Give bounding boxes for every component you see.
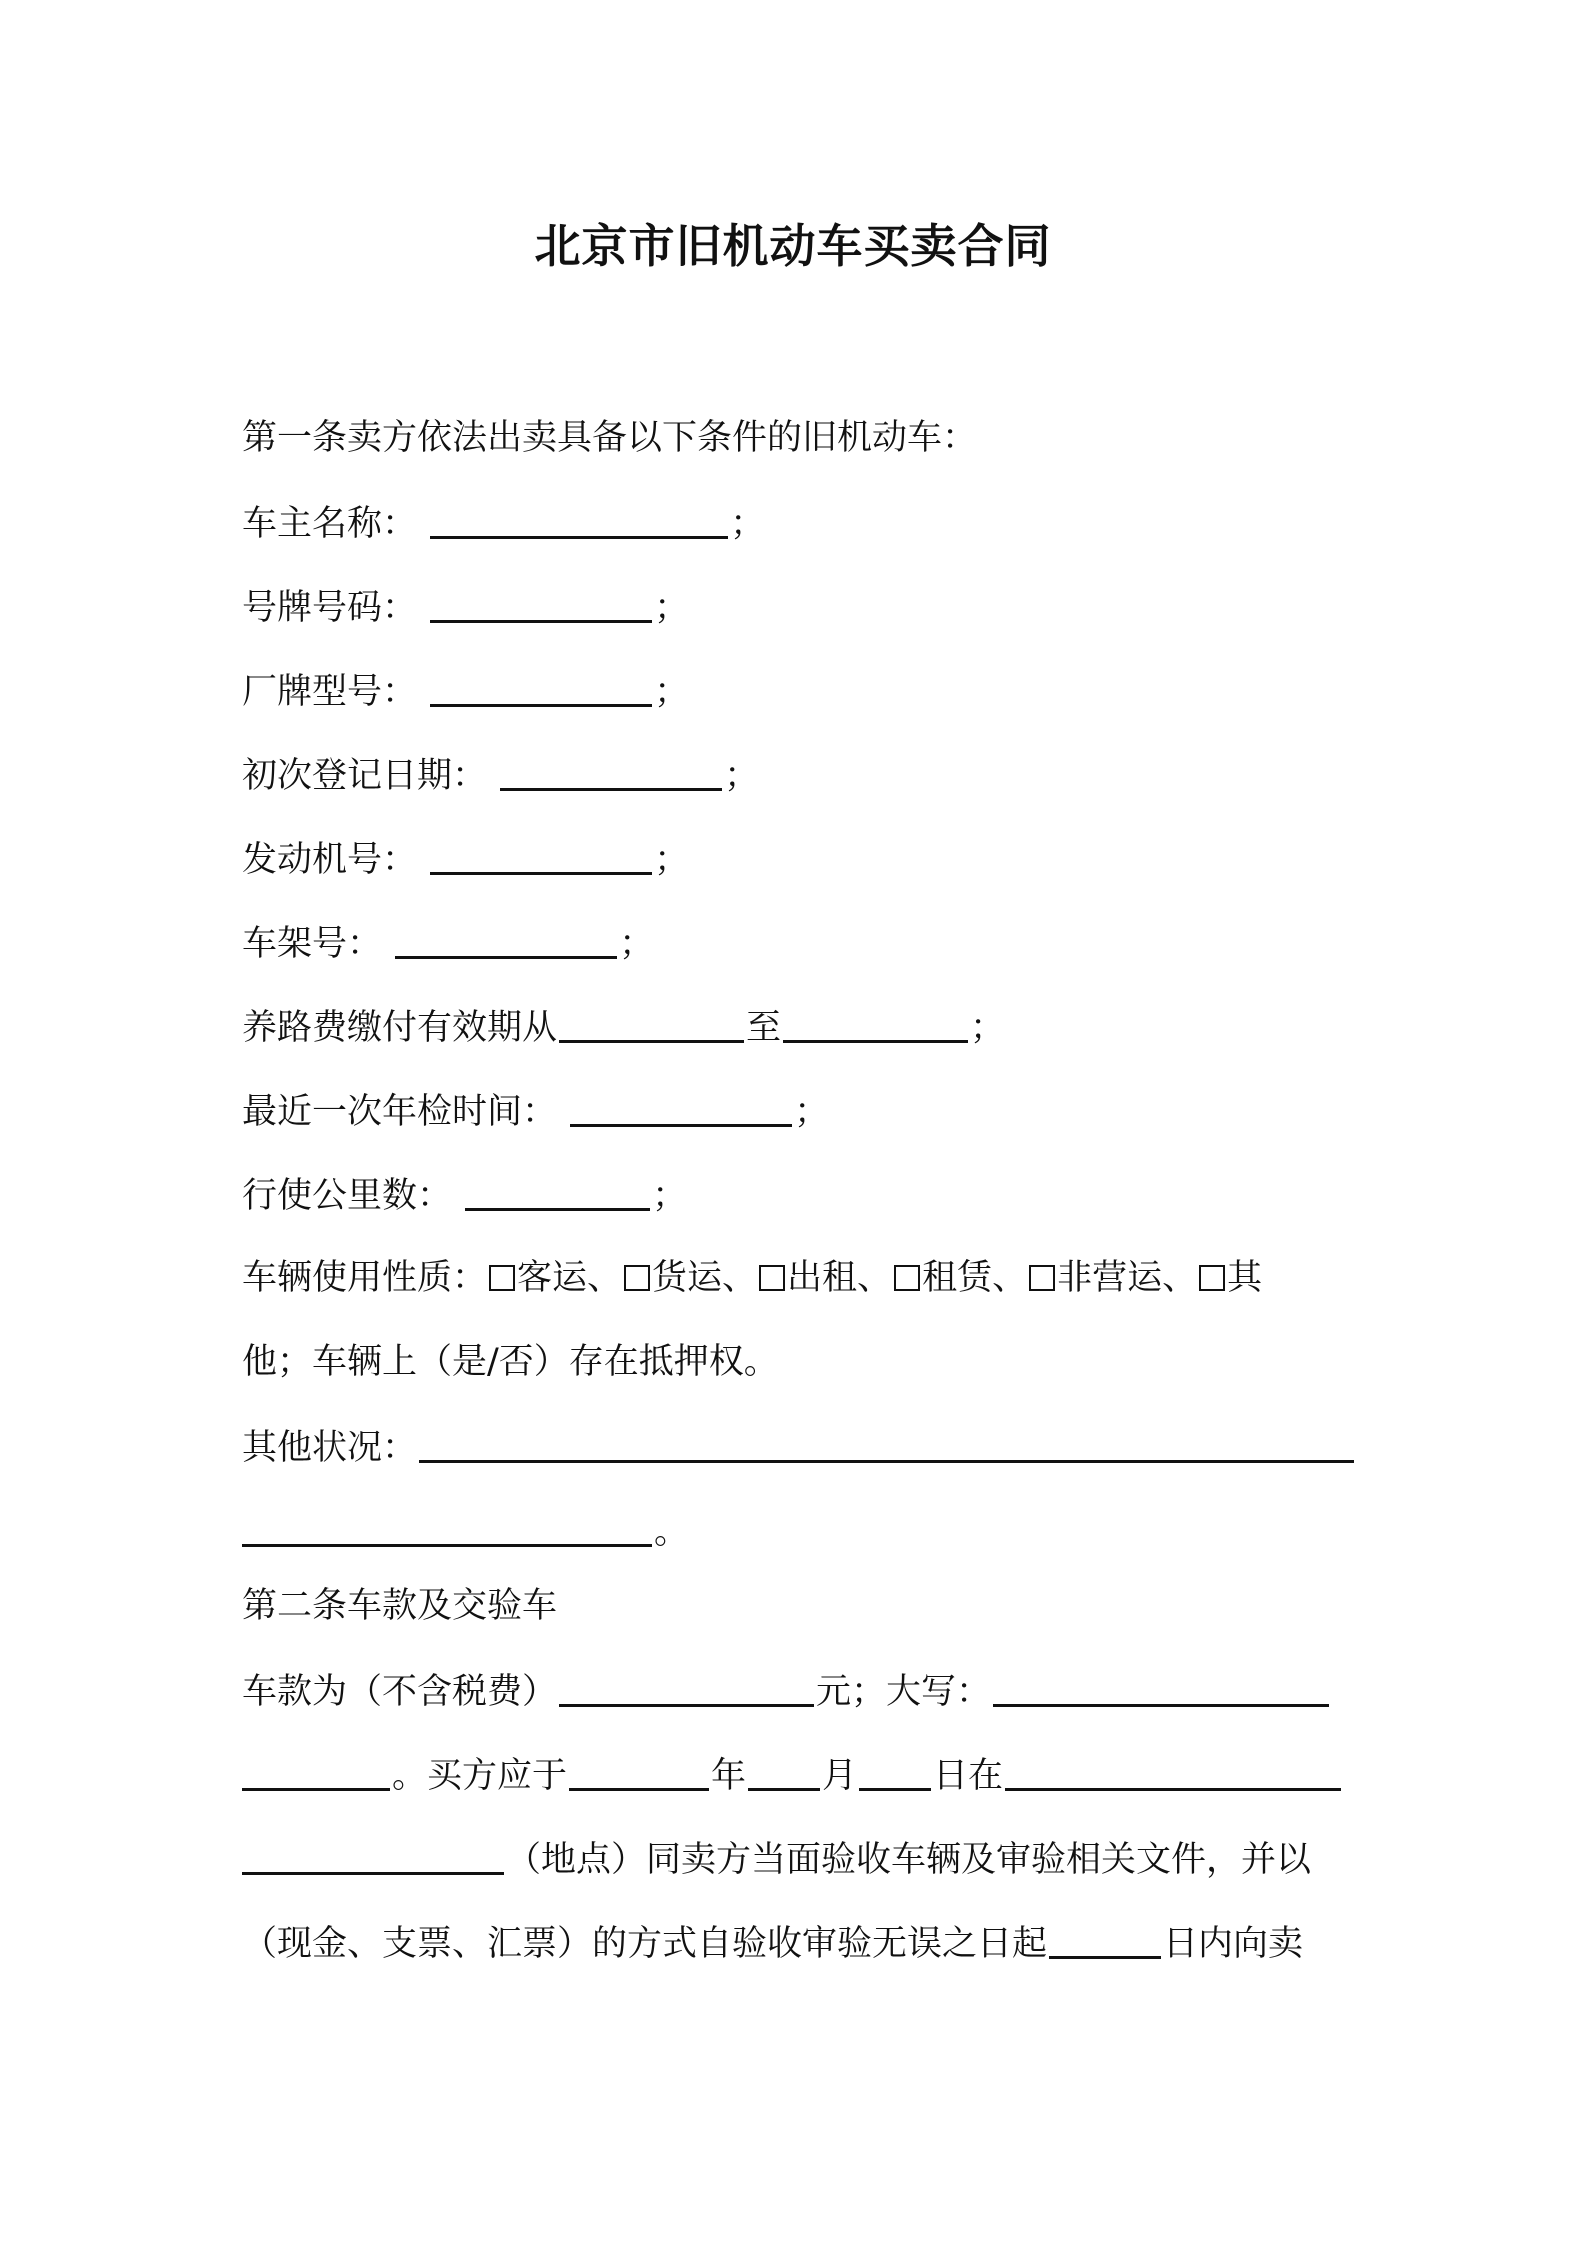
handover-date-row — [242, 1744, 1357, 1804]
buyer-should: 。买方应于 — [392, 1756, 568, 1796]
brand-model-blank[interactable] — [430, 660, 652, 707]
price-blank[interactable] — [559, 1660, 814, 1707]
semicolon: ； — [654, 672, 690, 712]
mileage-blank[interactable] — [465, 1164, 650, 1211]
other-status-blank-2[interactable] — [242, 1500, 652, 1547]
semicolon: ； — [970, 1008, 1006, 1048]
payment-text: （现金、支票、汇票）的方式自验收审验无误之日起 — [242, 1924, 1048, 1964]
frame-number-row — [242, 912, 1357, 972]
month-label: 月 — [822, 1756, 858, 1796]
usage-checkbox-other[interactable] — [1199, 1265, 1225, 1291]
yuan-capital: 元；大写： — [816, 1672, 992, 1712]
usage-option-non-operating: 非营运、 — [1057, 1258, 1198, 1298]
mileage-label: 行使公里数： — [242, 1176, 453, 1216]
payment-row — [242, 1912, 1357, 1972]
last-inspection-row — [242, 1080, 1357, 1140]
brand-model-row — [242, 660, 1357, 720]
road-fee-from-blank[interactable] — [559, 996, 744, 1043]
usage-checkbox-non-operating[interactable] — [1029, 1265, 1055, 1291]
period: 。 — [654, 1512, 690, 1552]
semicolon: ； — [654, 588, 690, 628]
last-inspection-blank[interactable] — [570, 1080, 792, 1127]
road-fee-label: 养路费缴付有效期从 — [242, 1008, 558, 1048]
other-status-label: 其他状况： — [242, 1428, 418, 1468]
road-fee-to: 至 — [746, 1008, 782, 1048]
place-blank-2[interactable] — [242, 1828, 504, 1875]
year-label: 年 — [711, 1756, 747, 1796]
price-row — [242, 1660, 1357, 1720]
engine-number-label: 发动机号： — [242, 840, 418, 880]
engine-number-row — [242, 828, 1357, 888]
price-capital-blank-2[interactable] — [242, 1744, 390, 1791]
other-status-blank[interactable] — [419, 1416, 1354, 1463]
frame-number-label: 车架号： — [242, 924, 383, 964]
owner-name-blank[interactable] — [430, 492, 728, 539]
place-row — [242, 1828, 1357, 1888]
semicolon: ； — [794, 1092, 830, 1132]
plate-number-row — [242, 576, 1357, 636]
article2-heading — [242, 1576, 1357, 1636]
other-status-row — [242, 1416, 1357, 1476]
road-fee-row — [242, 996, 1357, 1056]
usage-option-lease: 租赁、 — [922, 1258, 1028, 1298]
semicolon: ； — [654, 840, 690, 880]
document-title: 北京市旧机动车买卖合同 — [534, 219, 1052, 273]
other-status-row-continued — [242, 1500, 1357, 1560]
usage-row-continued — [242, 1332, 1357, 1392]
day-at-label: 日在 — [933, 1756, 1004, 1796]
first-registration-row — [242, 744, 1357, 804]
usage-checkbox-freight[interactable] — [624, 1265, 650, 1291]
usage-row — [242, 1248, 1357, 1308]
first-registration-blank[interactable] — [500, 744, 722, 791]
usage-option-passenger: 客运、 — [517, 1258, 623, 1298]
month-blank[interactable] — [748, 1744, 820, 1791]
usage-checkbox-passenger[interactable] — [489, 1265, 515, 1291]
last-inspection-label: 最近一次年检时间： — [242, 1092, 558, 1132]
semicolon: ； — [724, 756, 760, 796]
price-label: 车款为（不含税费） — [242, 1672, 558, 1712]
place-text: （地点）同卖方当面验收车辆及审验相关文件，并以 — [506, 1840, 1312, 1880]
price-capital-blank[interactable] — [993, 1660, 1329, 1707]
first-registration-label: 初次登记日期： — [242, 756, 488, 796]
place-blank[interactable] — [1005, 1744, 1341, 1791]
semicolon: ； — [730, 504, 766, 544]
brand-model-label: 厂牌型号： — [242, 672, 418, 712]
frame-number-blank[interactable] — [395, 912, 617, 959]
year-blank[interactable] — [569, 1744, 709, 1791]
engine-number-blank[interactable] — [430, 828, 652, 875]
article1-heading — [242, 408, 1357, 468]
road-fee-to-blank[interactable] — [783, 996, 968, 1043]
usage-line2: 他；车辆上（是/否）存在抵押权。 — [242, 1342, 779, 1382]
day-blank[interactable] — [859, 1744, 931, 1791]
mileage-row — [242, 1164, 1357, 1224]
usage-checkbox-lease[interactable] — [894, 1265, 920, 1291]
owner-name-label: 车主名称： — [242, 504, 418, 544]
payment-days-blank[interactable] — [1049, 1912, 1161, 1959]
semicolon: ； — [619, 924, 655, 964]
usage-option-freight: 货运、 — [652, 1258, 758, 1298]
owner-name-row — [242, 492, 1357, 552]
usage-label: 车辆使用性质： — [242, 1258, 488, 1298]
usage-option-other: 其 — [1227, 1258, 1263, 1298]
article2-heading-text: 第二条车款及交验车 — [242, 1586, 558, 1626]
article1-heading-text: 第一条卖方依法出卖具备以下条件的旧机动车： — [242, 418, 978, 458]
plate-number-label: 号牌号码： — [242, 588, 418, 628]
usage-checkbox-taxi[interactable] — [759, 1265, 785, 1291]
usage-option-taxi: 出租、 — [787, 1258, 893, 1298]
plate-number-blank[interactable] — [430, 576, 652, 623]
days-to-seller: 日内向卖 — [1163, 1924, 1304, 1964]
semicolon: ； — [652, 1176, 688, 1216]
